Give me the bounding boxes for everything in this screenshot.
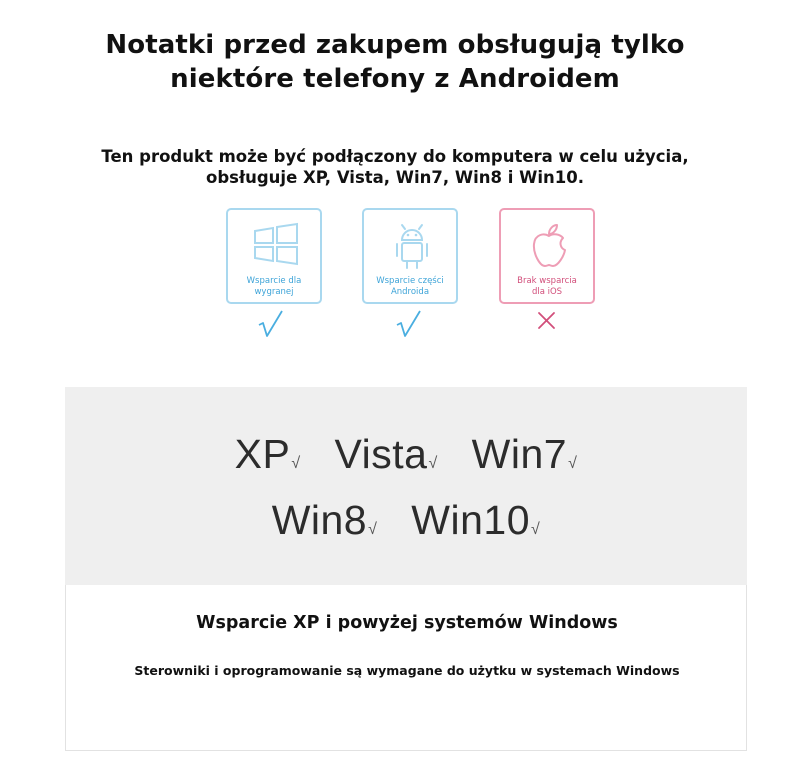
windows-support-box [65,585,747,751]
check-icon: √ [428,455,438,472]
compatibility-intro-line-1: Ten produkt może być podłączony do komputera w celu użycia, [101,147,689,166]
os-support-panel [65,387,747,585]
compatibility-intro [0,146,790,188]
support-card-label: Wsparcie części Androida [376,276,444,297]
compatibility-intro-line-2: obsługuje XP, Vista, Win7, Win8 i Win10. [206,168,584,187]
page-title [0,28,790,96]
apple-icon [525,222,573,272]
cross-icon [535,308,561,334]
os-name: Vista [334,431,428,477]
check-icon [256,308,286,338]
support-card-ios [499,208,595,304]
check-icon [394,308,424,338]
support-card-label: Brak wsparcia dla iOS [517,276,577,297]
check-icon: √ [291,455,301,472]
windows-support-title: Wsparcie XP i powyżej systemów Windows [196,613,618,633]
support-card-label: Wsparcie dla wygranej [246,276,302,297]
windows-icon [252,222,300,266]
os-list-row-2 [65,497,747,544]
support-card-windows [226,208,322,304]
android-icon [388,222,436,272]
check-icon: √ [531,521,541,538]
check-icon: √ [568,455,578,472]
os-name: Win7 [471,431,568,477]
os-name: XP [234,431,291,477]
page-title-line-1: Notatki przed zakupem obsługują tylko [105,30,685,60]
os-list-row-1 [65,431,747,478]
windows-support-description: Sterowniki i oprogramowanie są wymagane do użytku w systemach Windows [134,663,680,678]
support-card-android [362,208,458,304]
os-name: Win8 [271,497,368,543]
os-name: Win10 [411,497,531,543]
page-title-line-2: niektóre telefony z Androidem [170,64,620,94]
check-icon: √ [368,521,378,538]
